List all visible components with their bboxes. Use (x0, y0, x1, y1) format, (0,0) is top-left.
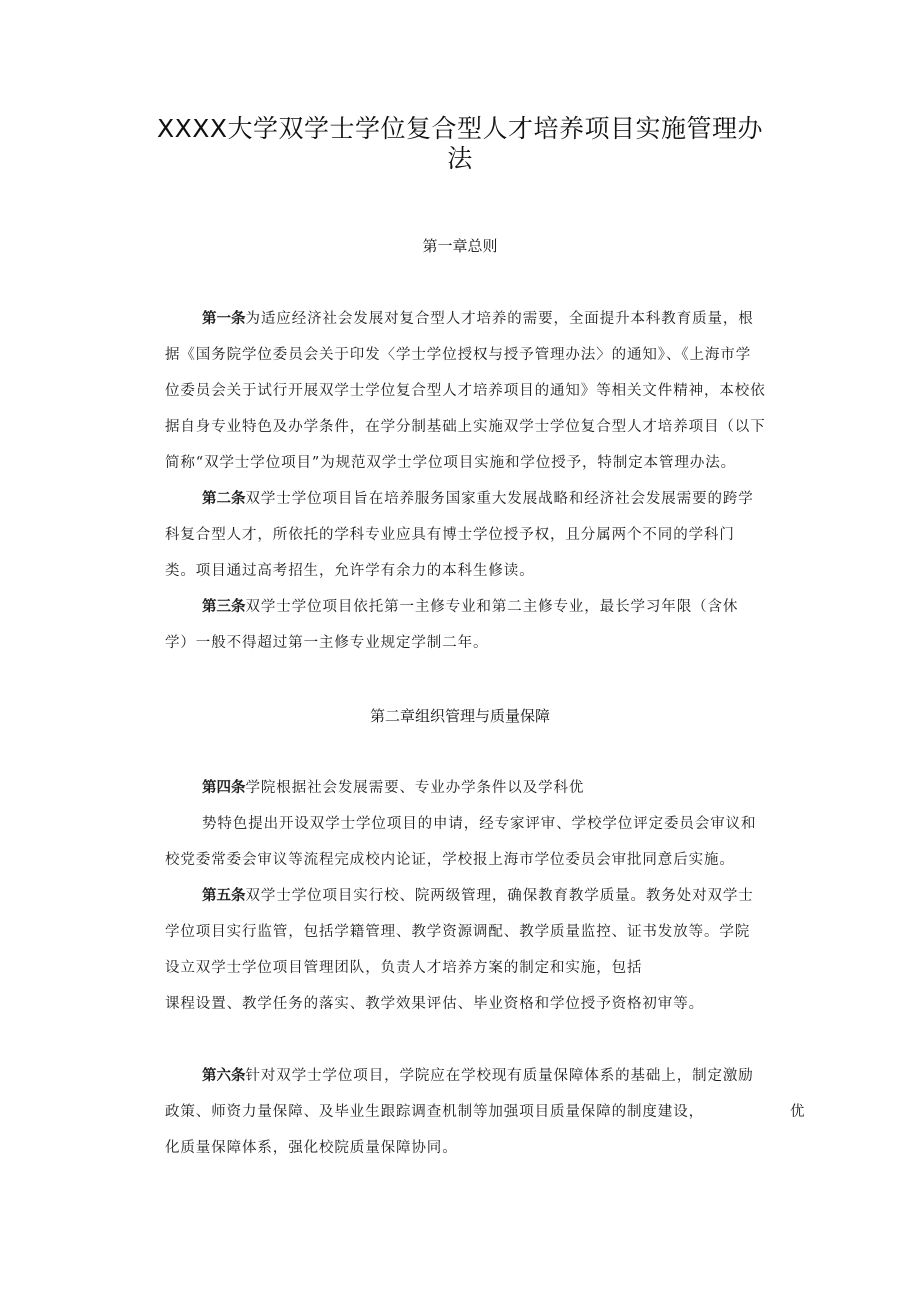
article-1-label: 第一条 (202, 311, 246, 327)
article-5-line-4: 课程设置、教学任务的落实、教学效果评估、毕业资格和学位授予资格初审等。 (165, 996, 704, 1012)
document-title (130, 114, 790, 174)
article-4-line-1: 第四条学院根据社会发展需要、专业办学条件以及学科优 (202, 780, 585, 796)
article-6-line-2-end: 优 (790, 1104, 806, 1120)
article-1-line-1: 第一条为适应经济社会发展对复合型人才培养的需要，全面提升本科教育质量，根 (202, 311, 754, 327)
article-5-line-1: 第五条双学士学位项目实行校、院两级管理，确保教育教学质量。教务处对双学士 (202, 888, 754, 904)
article-3-label: 第三条 (202, 599, 246, 615)
article-2-line-2: 科复合型人才，所依托的学科专业应具有博士学位授予权，且分属两个不同的学科门 (165, 527, 735, 543)
article-4-line-2: 势特色提出开设双学士学位项目的申请，经专家评审、学校学位评定委员会审议和 (202, 816, 757, 832)
article-6-line-3: 化质量保障体系，强化校院质量保障协同。 (165, 1140, 458, 1156)
article-1-line-4: 据自身专业特色及办学条件，在学分制基础上实施双学士学位复合型人才培养项目（以下 (165, 419, 766, 435)
title-line-2: 法 (447, 144, 473, 173)
article-1-line-3: 位委员会关于试行开展双学士学位复合型人才培养项目的通知》等相关文件精神，本校依 (165, 383, 766, 399)
article-3-line-1: 第三条双学士学位项目依托第一主修专业和第二主修专业，最长学习年限（含休 (202, 599, 739, 615)
article-2-line-3: 类。项目通过高考招生，允许学有余力的本科生修读。 (165, 563, 535, 579)
article-5-line-2: 学位项目实行监管，包括学籍管理、教学资源调配、教学质量监控、证书发放等。学院 (165, 924, 751, 940)
article-5-label: 第五条 (202, 888, 246, 904)
article-1-line-2: 据《国务院学位委员会关于印发〈学士学位授权与授予管理办法〉的通知》、《上海市学 (165, 347, 752, 363)
article-2-line-1: 第二条双学士学位项目旨在培养服务国家重大发展战略和经济社会发展需要的跨学 (202, 491, 754, 507)
chapter-1-heading: 第一章总则 (422, 237, 498, 255)
article-4-label: 第四条 (202, 780, 246, 796)
article-6-label: 第六条 (202, 1068, 246, 1084)
title-line-1: XXXX大学双学士学位复合型人才培养项目实施管理办 (156, 114, 763, 143)
article-6-line-2: 政策、师资力量保障、及毕业生跟踪调查机制等加强项目质量保障的制度建设， (165, 1104, 704, 1120)
article-1-line-5: 简称“双学士学位项目”为规范双学士学位项目实施和学位授予，特制定本管理办法。 (165, 455, 737, 471)
article-2-label: 第二条 (202, 491, 246, 507)
article-3-line-2: 学）一般不得超过第一主修专业规定学制二年。 (165, 635, 489, 651)
article-5-line-3: 设立双学士学位项目管理团队，负责人才培养方案的制定和实施，包括 (165, 960, 643, 976)
article-4-line-3: 校党委常委会审议等流程完成校内论证，学校报上海市学位委员会审批同意后实施。 (165, 852, 735, 868)
chapter-2-heading: 第二章组织管理与质量保障 (369, 707, 550, 725)
article-6-line-1: 第六条针对双学士学位项目，学院应在学校现有质量保障体系的基础上，制定激励 (202, 1068, 754, 1084)
